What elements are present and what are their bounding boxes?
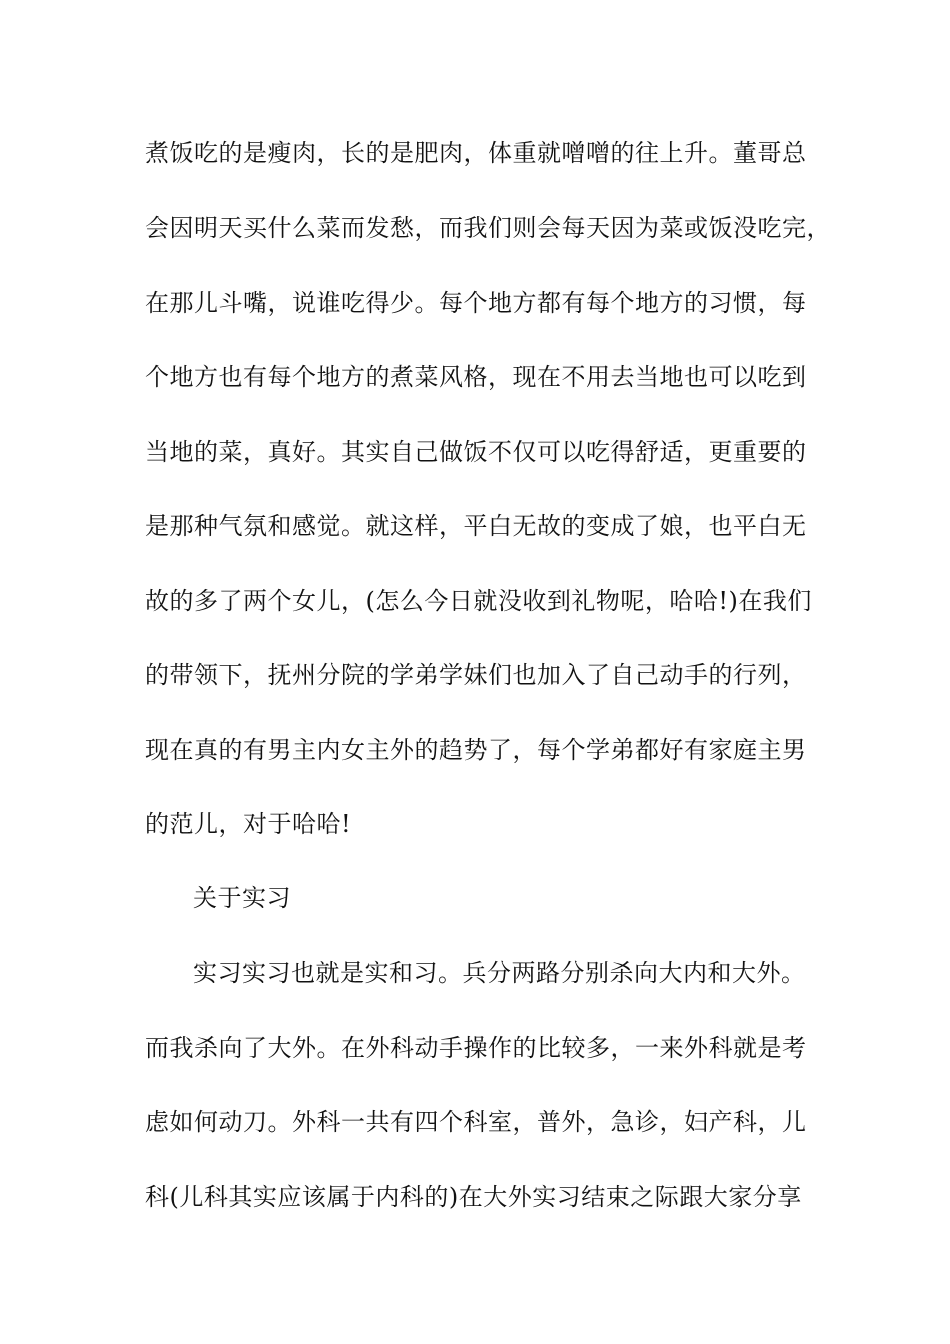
paragraph-line: 煮饭吃的是瘦肉，长的是肥肉，体重就噌噌的往上升。董哥总 — [145, 139, 807, 167]
paragraph-line: 而我杀向了大外。在外科动手操作的比较多，一来外科就是考 — [145, 1034, 807, 1062]
paragraph-line: 会因明天买什么菜而发愁，而我们则会每天因为菜或饭没吃完， — [145, 214, 831, 242]
paragraph-line: 实习实习也就是实和习。兵分两路分别杀向大内和大外。 — [193, 959, 806, 987]
paragraph-line: 的范儿，对于哈哈! — [145, 810, 352, 838]
paragraph-line: 虑如何动刀。外科一共有四个科室，普外，急诊，妇产科，儿 — [145, 1108, 807, 1136]
section-heading: 关于实习 — [193, 884, 291, 912]
paragraph-line: 是那种气氛和感觉。就这样，平白无故的变成了娘，也平白无 — [145, 512, 807, 540]
paragraph-line: 在那儿斗嘴，说谁吃得少。每个地方都有每个地方的习惯，每 — [145, 289, 807, 317]
paragraph-line: 现在真的有男主内女主外的趋势了，每个学弟都好有家庭主男 — [145, 736, 807, 764]
paragraph-line: 当地的菜，真好。其实自己做饭不仅可以吃得舒适，更重要的 — [145, 438, 807, 466]
paragraph-line: 故的多了两个女儿，(怎么今日就没收到礼物呢，哈哈!)在我们 — [145, 587, 812, 615]
paragraph-line: 的带领下，抚州分院的学弟学妹们也加入了自己动手的行列， — [145, 661, 807, 689]
paragraph-line: 个地方也有每个地方的煮菜风格，现在不用去当地也可以吃到 — [145, 363, 807, 391]
paragraph-line: 科(儿科其实应该属于内科的)在大外实习结束之际跟大家分享 — [145, 1183, 802, 1211]
